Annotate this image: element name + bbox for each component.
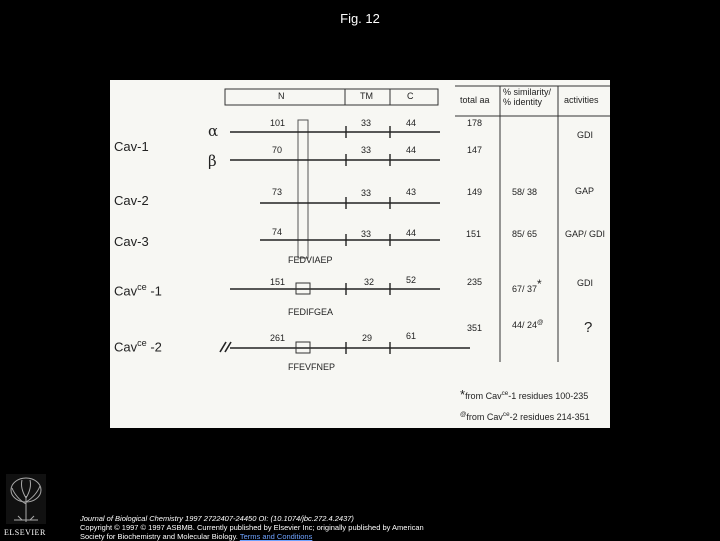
- r6-similarity: 44/ 24@: [512, 319, 544, 330]
- row-label-cav1: Cav-1: [114, 139, 149, 154]
- r5-activity: GDI: [577, 278, 594, 288]
- header-total-aa: total aa: [460, 95, 490, 105]
- r3-n: 73: [272, 187, 283, 197]
- row-label-cavce2: Cav$^{ce}$ -2: [114, 338, 162, 355]
- row-label-cavce1: Cav$^{ce}$ -1: [114, 282, 162, 299]
- header-activities: activities: [564, 95, 599, 105]
- header-similarity: % similarity/: [503, 87, 552, 97]
- row-label-cav3: Cav-3: [114, 234, 149, 249]
- r6-tm: 29: [362, 333, 373, 343]
- r3-similarity: 58/ 38: [512, 187, 538, 197]
- r3-c: 43: [406, 187, 417, 197]
- figure-title: Fig. 12: [340, 11, 380, 26]
- r4-tm: 33: [361, 229, 372, 239]
- elsevier-tree-logo: [6, 474, 46, 532]
- header-tm: TM: [360, 91, 373, 101]
- r2-c: 44: [406, 145, 417, 155]
- motif-3: FFEVFNEP: [288, 362, 336, 372]
- r1-n: 101: [270, 118, 286, 128]
- r2-tm: 33: [361, 145, 372, 155]
- publisher-logo-text: ELSEVIER: [4, 528, 46, 537]
- r5-similarity: 67/ 37*: [512, 277, 542, 294]
- citation-credit: [80, 514, 540, 541]
- r6-c: 61: [406, 331, 417, 341]
- r3-activity: GAP: [575, 186, 595, 196]
- break-mark: [220, 342, 231, 352]
- r5-tm: 32: [364, 277, 375, 287]
- r4-total: 151: [466, 229, 482, 239]
- r1-total: 178: [467, 118, 483, 128]
- terms-and-conditions-link[interactable]: Terms and Conditions: [239, 532, 313, 541]
- header-identity: % identity: [503, 97, 543, 107]
- header-c: C: [407, 91, 414, 101]
- r1-tm: 33: [361, 118, 372, 128]
- figure-panel: [110, 80, 610, 428]
- credit-line-3: Society for Biochemistry and Molecular Biology. Terms and Conditions: [80, 532, 313, 541]
- r4-n: 74: [272, 227, 283, 237]
- r4-c: 44: [406, 228, 417, 238]
- r3-tm: 33: [361, 188, 372, 198]
- r6-activity: ?: [584, 319, 593, 336]
- motif-box: [298, 120, 308, 258]
- motif-1: FEDVIAEP: [288, 255, 333, 265]
- r3-total: 149: [467, 187, 483, 197]
- motif-2: FEDIFGEA: [288, 307, 334, 317]
- r1-activity: GDI: [577, 130, 594, 140]
- r6-total: 351: [467, 323, 483, 333]
- credit-line-2: Copyright © 1997 © 1997 ASBMB. Currently published by Elsevier Inc; originally published by American: [80, 523, 424, 532]
- r5-total: 235: [467, 277, 483, 287]
- footnote-2: @from Cav$^{ce}$-2 residues 214-351: [460, 411, 590, 422]
- r1-c: 44: [406, 118, 417, 128]
- row-label-alpha: α: [208, 122, 219, 140]
- r5-c: 52: [406, 275, 417, 285]
- r5-n: 151: [270, 277, 286, 287]
- r4-similarity: 85/ 65: [512, 229, 538, 239]
- row-label-cav2: Cav-2: [114, 193, 149, 208]
- credit-line-1: Journal of Biological Chemistry 1997 2722407-24450 OI: (10.1074/jbc.272.4.2437): [80, 514, 354, 523]
- r6-n: 261: [270, 333, 286, 343]
- r2-n: 70: [272, 145, 283, 155]
- diagram-lines: [110, 80, 610, 428]
- r2-total: 147: [467, 145, 483, 155]
- row-label-beta: β: [208, 152, 217, 170]
- header-n: N: [278, 91, 285, 101]
- footnote-1: *from Cav$^{ce}$-1 residues 100-235: [460, 387, 589, 402]
- r4-activity: GAP/ GDI: [565, 229, 606, 239]
